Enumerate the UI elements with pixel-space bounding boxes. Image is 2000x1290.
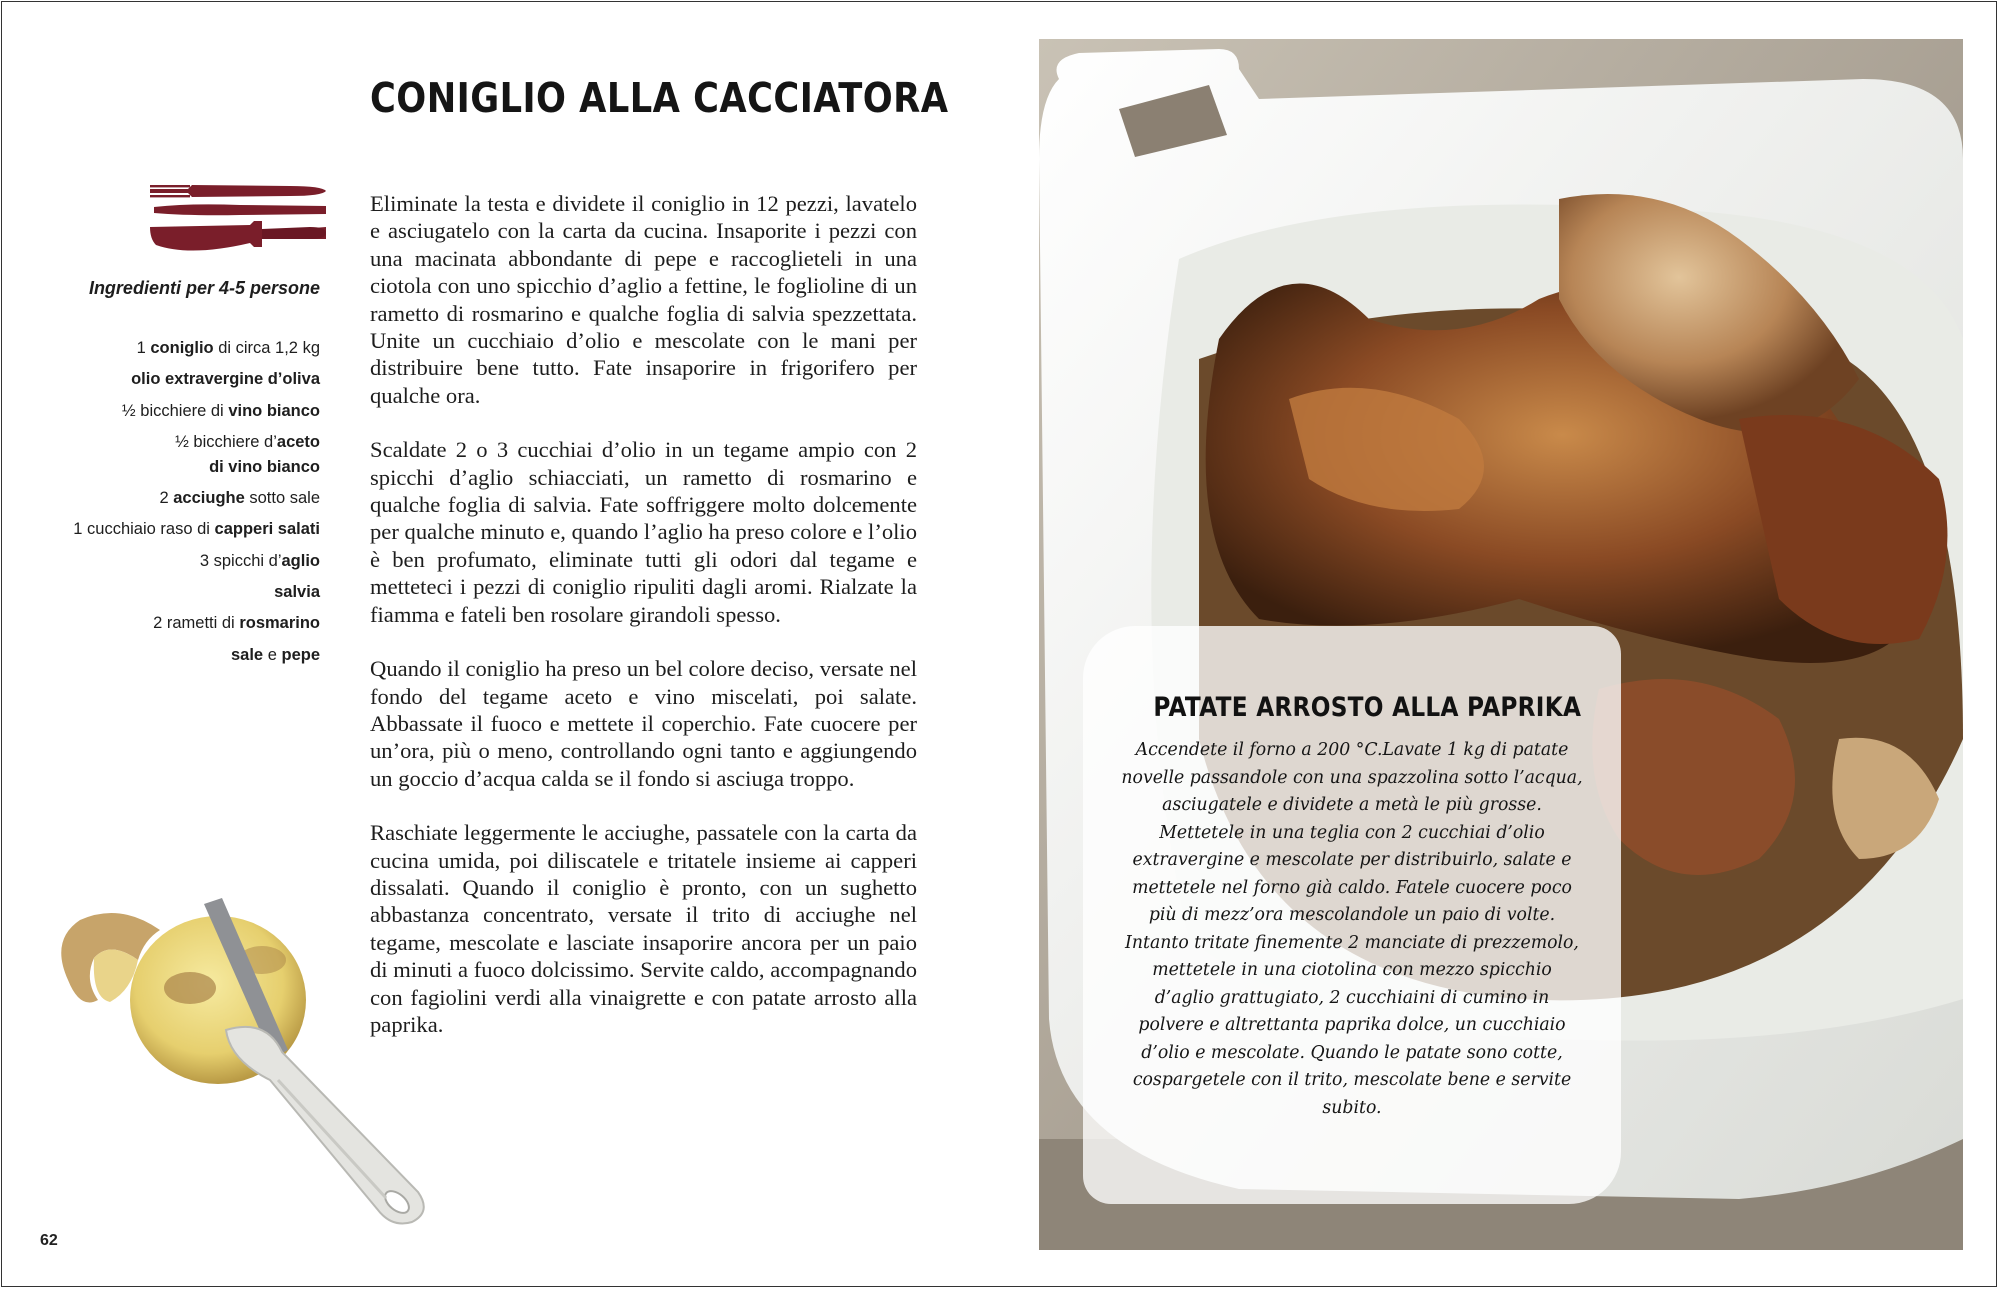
- ingredient-item: [40, 580, 320, 605]
- ingredient-quantity: 3 spicchi d’: [199, 551, 282, 570]
- cutlery-icon: [150, 183, 326, 259]
- side-recipe-text: Accendete il forno a 200 °C.Lavate 1 kg di patate novelle passandole con una spazzolina sotto l’acqua, asciugatele e dividete a metà le più grosse. Mettetele in una teglia con 2 cucchiai d’olio extravergine e mescolate per distribuirlo, salate e mettetele nel forno già caldo. Fatele cuocere poco più di mezz’ora mescolandole un paio di volte. Intanto tritate finemente 2 manciate di prezzemolo, mettetele in una ciotolina con mezzo spicchio d’aglio grattugiato, 2 cucchiaini di cumino in polvere e altrettanta paprika dolce, un cucchiaio d’olio e mescolate. Quando le patate sono cotte, cospargetele con il trito, mescolate bene e servite subito.: [1121, 740, 1583, 1118]
- side-recipe-box: [1083, 626, 1621, 1204]
- instruction-paragraph: Scaldate 2 o 3 cucchiai d’olio in un tegame ampio con 2 spicchi d’aglio schiacciati, un rametto di rosmarino e qualche foglia di salvia. Fate soffriggere molto dolcemente per qualche minuto e, quando l’aglio ha preso colore e l’olio è ben profumato, eliminate tutti gli odori dal tegame e metteteci i pezzi di coniglio ripuliti dagli aromi. Rialzate la fiamma e fateli ben rosolare girandoli spesso.: [370, 437, 917, 627]
- ingredient-quantity: ½ bicchiere d’: [175, 432, 277, 451]
- ingredient-item: [40, 367, 320, 392]
- ingredient-quantity: di circa 1,2 kg: [213, 339, 320, 357]
- ingredient-name: rosmarino: [239, 614, 320, 633]
- ingredient-name: capperi salati: [214, 520, 320, 539]
- ingredient-name: acciughe: [173, 489, 245, 508]
- ingredient-name: aceto: [276, 432, 320, 451]
- ingredient-item: [40, 336, 320, 361]
- ingredient-item: [40, 399, 320, 424]
- ingredient-name: pepe: [281, 645, 320, 664]
- ingredient-name: salvia: [274, 583, 320, 602]
- ingredient-name: sale: [231, 645, 264, 664]
- ingredient-quantity: 1: [136, 339, 151, 357]
- ingredient-name: aglio: [281, 551, 320, 570]
- ingredient-quantity: 1 cucchiaio raso di: [73, 520, 215, 539]
- ingredient-item: [40, 643, 320, 668]
- ingredient-item: [40, 611, 320, 636]
- instruction-paragraph: Raschiate leggermente le acciughe, passatele con la carta da cucina umida, poi diliscatele e tritatele insieme ai capperi dissalati. Quando il coniglio è pronto, con un sughetto abbastanza concentrato, versate il trito di acciughe nel tegame, mescolate e lasciate insaporire ancora per un paio di minuti a fuoco dolcissimo. Servite caldo, accompagnando con fagiolini verdi alla vinaigrette e con patate arrosto alla paprika.: [370, 820, 917, 1037]
- recipe-title: CONIGLIO ALLA CACCIATORA: [370, 74, 949, 122]
- ingredient-item: [40, 517, 320, 542]
- ingredient-item: [40, 486, 320, 511]
- ingredient-item: [40, 549, 320, 574]
- page-number: 62: [40, 1232, 58, 1249]
- ingredient-name: di vino bianco: [209, 457, 320, 476]
- ingredient-quantity: ½ bicchiere di: [121, 401, 229, 420]
- ingredient-quantity: 2: [159, 489, 174, 508]
- potato-peeler-illustration: [40, 880, 470, 1240]
- ingredients-heading: Ingredienti per 4-5 persone: [88, 278, 320, 298]
- instruction-paragraph: Quando il coniglio ha preso un bel colore deciso, versate nel fondo del tegame aceto e vino miscelati, poi salate. Abbassate il fuoco e mettete il coperchio. Fate cuocere per un’ora, più o meno, controllando ogni tanto e aggiungendo un goccio d’acqua calda se il fondo si asciuga troppo.: [370, 656, 917, 791]
- ingredient-name: vino bianco: [228, 401, 320, 420]
- ingredient-name: olio extravergine d’oliva: [131, 370, 320, 389]
- instruction-paragraph: Eliminate la testa e dividete il coniglio in 12 pezzi, lavatelo e asciugatelo con la carta da cucina. Insaporite i pezzi con una macinata abbondante di pepe e raccoglieteli in una ciotola con uno spicchio d’aglio a fettine, le foglioline di un rametto di rosmarino e qualche foglia di salvia spezzettata. Unite un cucchiaio d’olio e mescolate con le mani per distribuire bene tutto. Fate insaporire in frigorifero per qualche ora.: [370, 191, 917, 408]
- side-recipe-title: PATATE ARROSTO ALLA PAPRIKA: [1153, 692, 1582, 723]
- ingredient-quantity: 2 rametti di: [153, 614, 240, 633]
- ingredient-item: [40, 430, 320, 480]
- ingredient-name: coniglio: [150, 339, 214, 357]
- ingredient-quantity: sotto sale: [244, 489, 320, 508]
- ingredient-quantity: e: [263, 645, 282, 664]
- ingredients-list: [40, 336, 320, 674]
